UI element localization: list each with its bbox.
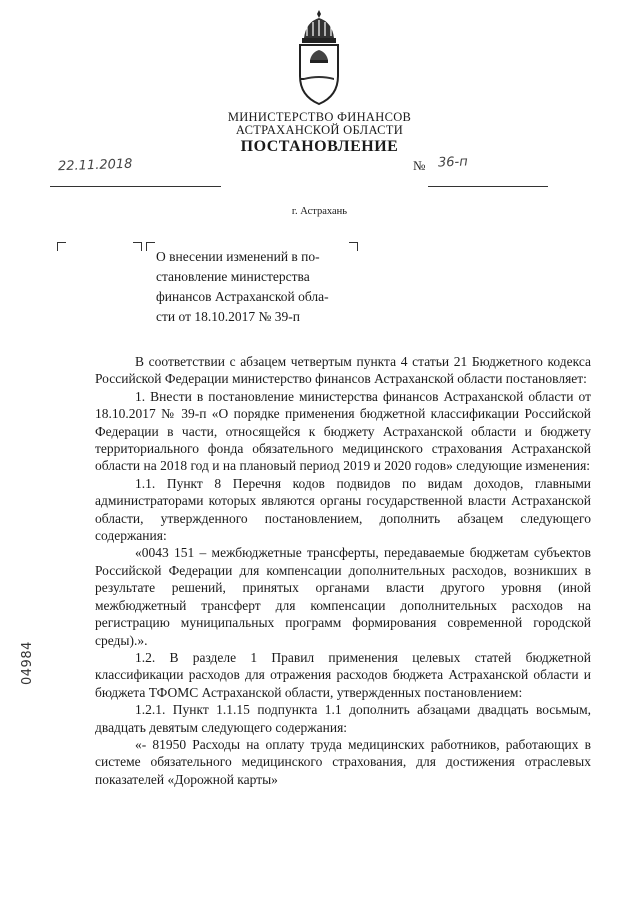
body-paragraph: 1.2. В разделе 1 Правил применения целевых статей бюджетной классификации расходов для отражения расходов бюджета Астраханской области и бюджета ТФОМС Астраханской области, утвержденных постановлением: bbox=[95, 649, 591, 700]
body-paragraph: В соответствии с абзацем четвертым пункта 4 статьи 21 Бюджетного кодекса Российской Федерации министерство финансов Астраханской области постановляет: bbox=[95, 354, 591, 387]
bracket-corner bbox=[146, 242, 155, 251]
document-number: 36-п bbox=[437, 154, 468, 171]
body-paragraph: 1. Внести в постановление министерства финансов Астраханской области от 18.10.2017 № 39-п «О порядке применения бюджетной классификации Российской Федерации в части, относящейся к бюджету Астраханской области и бюджету территориального фонда обязательного медицинского страхования Астраханской области на 2018 год и на плановый период 2019 и 2020 годов» следующие изменения: bbox=[95, 388, 591, 474]
subject-line: сти от 18.10.2017 № 39-п bbox=[156, 309, 300, 324]
ministry-name-line2: АСТРАХАНСКОЙ ОБЛАСТИ bbox=[235, 123, 404, 137]
subject-line: становление министерства bbox=[156, 269, 310, 284]
bracket-corner bbox=[57, 242, 66, 251]
number-sign: № bbox=[413, 158, 426, 173]
body-paragraph: 1.1. Пункт 8 Перечня кодов подвидов по видам доходов, главными администраторами которых являются органы государственной власти Астраханской области, утвержденного постановлением, дополнить абзацем следующего содержания: bbox=[95, 475, 591, 544]
bracket-corner bbox=[133, 242, 142, 251]
city-label: г. Астрахань bbox=[291, 206, 348, 217]
body-paragraph: «- 81950 Расходы на оплату труда медицинских работников, работающих в системе обязательного медицинского страхования, для достижения отраслевых показателей «Дорожной карты» bbox=[95, 736, 591, 787]
margin-stamp-number: 04984 bbox=[20, 641, 35, 685]
body-paragraph: «0043 151 – межбюджетные трансферты, передаваемые бюджетам субъектов Российской Федерации для компенсации дополнительных расходов, возникших в результате решений, принятых органами власти другого уровня (иной межбюджетный трансферт для компенсации дополнительных расходов на регистрацию муниципальных программ формирования современной городской среды).». bbox=[95, 545, 591, 648]
subject-line: финансов Астраханской обла- bbox=[156, 289, 329, 304]
document-type-title: ПОСТАНОВЛЕНИЕ bbox=[240, 138, 399, 155]
astrakhan-coat-of-arms-icon bbox=[290, 8, 348, 108]
ministry-name-line1: МИНИСТЕРСТВО ФИНАНСОВ bbox=[227, 110, 412, 124]
body-paragraph: 1.2.1. Пункт 1.1.15 подпункта 1.1 дополнить абзацами двадцать восьмым, двадцать девятым следующего содержания: bbox=[95, 702, 591, 735]
document-body bbox=[95, 353, 591, 788]
document-subject bbox=[156, 247, 352, 327]
document-date: 22.11.2018 bbox=[57, 156, 133, 175]
subject-line: О внесении изменений в по- bbox=[156, 249, 320, 264]
number-underline bbox=[428, 170, 548, 187]
